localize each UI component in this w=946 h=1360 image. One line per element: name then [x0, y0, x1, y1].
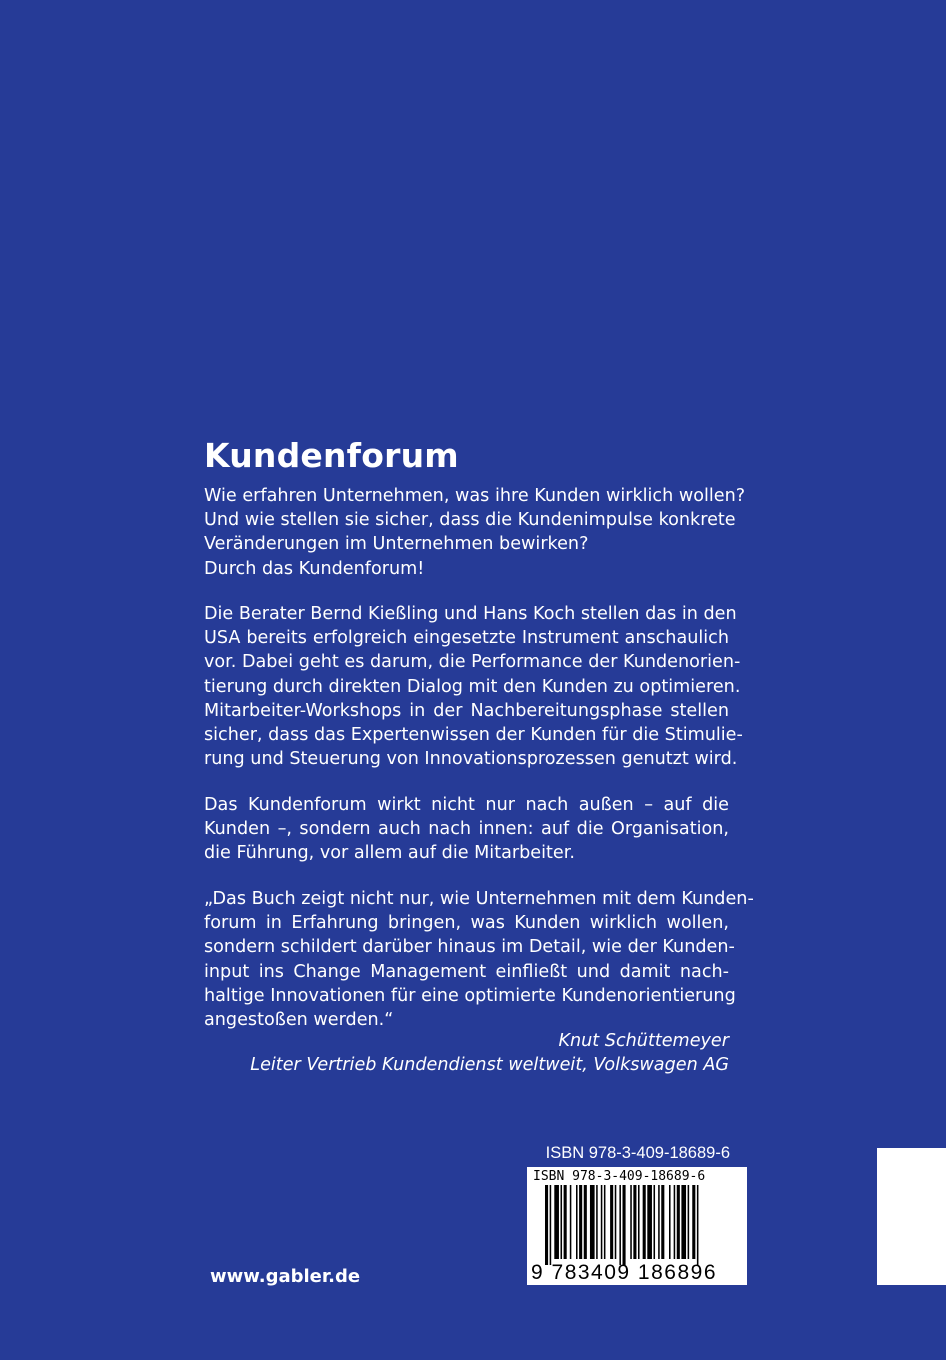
barcode-bar: [643, 1185, 646, 1259]
barcode-bar: [677, 1185, 680, 1259]
barcode-bar: [623, 1185, 626, 1265]
barcode-bar: [669, 1185, 671, 1259]
paragraph-line: Mitarbeiter-Workshops in der Nachbereitungsphase stellen: [204, 700, 729, 721]
barcode-bar: [576, 1185, 578, 1259]
paragraph-line: tierung durch direkten Dialog mit den Kunden zu optimieren.: [204, 676, 741, 697]
lead-line: Veränderungen im Unternehmen bewirken?: [204, 534, 589, 555]
lead-line: Wie erfahren Unternehmen, was ihre Kunden wirklich wollen?: [204, 486, 746, 506]
paragraph-line: rung und Steuerung von Innovationsprozessen genutzt wird.: [204, 749, 738, 770]
barcode-bar: [550, 1185, 552, 1265]
barcode-bar: [674, 1185, 676, 1259]
quote-paragraph: [204, 887, 754, 1032]
barcode-bar: [692, 1185, 695, 1259]
lead-line: Durch das Kundenforum!: [204, 558, 425, 579]
barcode-bar: [564, 1185, 567, 1259]
isbn-barcode-text: ISBN 978-3-409-18689-6: [533, 1169, 706, 1184]
barcode-bar: [584, 1185, 587, 1259]
barcode-bar: [554, 1185, 559, 1259]
quote-author-role: Leiter Vertrieb Kundendienst weltweit, Volkswagen AG: [250, 1055, 729, 1076]
barcode-bar: [615, 1185, 617, 1259]
paragraph-line: Die Berater Bernd Kießling und Hans Koch stellen das in den: [204, 604, 737, 624]
barcode-bar: [654, 1185, 656, 1259]
quote-line: angestoßen werden.“: [204, 1010, 394, 1031]
barcode-bar: [561, 1185, 563, 1259]
lead-line: Und wie stellen sie sicher, dass die Kundenimpulse konkrete: [204, 510, 736, 531]
lead-text: [204, 484, 764, 581]
barcode-bar: [697, 1185, 699, 1265]
barcode-bars: [527, 1185, 747, 1265]
barcode-bar: [688, 1185, 690, 1259]
isbn-label: ISBN 978-3-409-18689-6: [545, 1144, 730, 1162]
paragraph-line: die Führung, vor allem auf die Mitarbeiter.: [204, 843, 575, 864]
barcode-bar: [579, 1185, 582, 1259]
paragraph-line: Das Kundenforum wirkt nicht nur nach außen – auf die: [204, 795, 729, 815]
quote-line: haltige Innovationen für eine optimierte Kundenorientierung: [204, 985, 736, 1006]
barcode-bar: [630, 1185, 632, 1259]
quote-author: Knut Schüttemeyer: [558, 1031, 729, 1051]
paragraph-line: Kunden –, sondern auch nach innen: auf die Organisation,: [204, 819, 729, 840]
quote-attribution: [250, 1029, 729, 1077]
barcode-bar: [681, 1185, 686, 1259]
quote-line: sondern schildert darüber hinaus im Detail, wie der Kunden-: [204, 937, 735, 958]
barcode-bar: [545, 1185, 548, 1265]
barcode-bar: [647, 1185, 652, 1259]
barcode-bar: [658, 1185, 660, 1259]
white-label-tab: [877, 1148, 946, 1285]
description-paragraph: [204, 602, 743, 771]
book-title: Kundenforum: [204, 436, 459, 475]
barcode-bar: [590, 1185, 595, 1259]
quote-line: forum in Erfahrung bringen, was Kunden wirklich wollen,: [204, 913, 729, 934]
ean-digits: 9 783409 186896: [531, 1261, 717, 1284]
quote-line: „Das Buch zeigt nicht nur, wie Unternehmen mit dem Kunden-: [204, 889, 754, 909]
barcode-bar: [604, 1185, 606, 1259]
barcode-bar: [596, 1185, 598, 1259]
barcode-bar: [638, 1185, 640, 1259]
quote-line: input ins Change Management einfließt und damit nach-: [204, 961, 729, 982]
barcode-bar: [661, 1185, 664, 1259]
paragraph-line: vor. Dabei geht es darum, die Performance der Kundenorien-: [204, 652, 741, 673]
paragraph-line: sicher, dass das Expertenwissen der Kunden für die Stimulie-: [204, 725, 743, 746]
barcode-bar: [610, 1185, 613, 1259]
barcode-bar: [619, 1185, 621, 1265]
barcode-bar: [633, 1185, 636, 1259]
barcode-bar: [601, 1185, 603, 1259]
barcode-bar: [570, 1185, 572, 1259]
barcode: [527, 1167, 747, 1285]
effect-paragraph: [204, 793, 729, 866]
paragraph-line: USA bereits erfolgreich eingesetzte Instrument anschaulich: [204, 628, 729, 649]
website-link: www.gabler.de: [210, 1266, 361, 1287]
